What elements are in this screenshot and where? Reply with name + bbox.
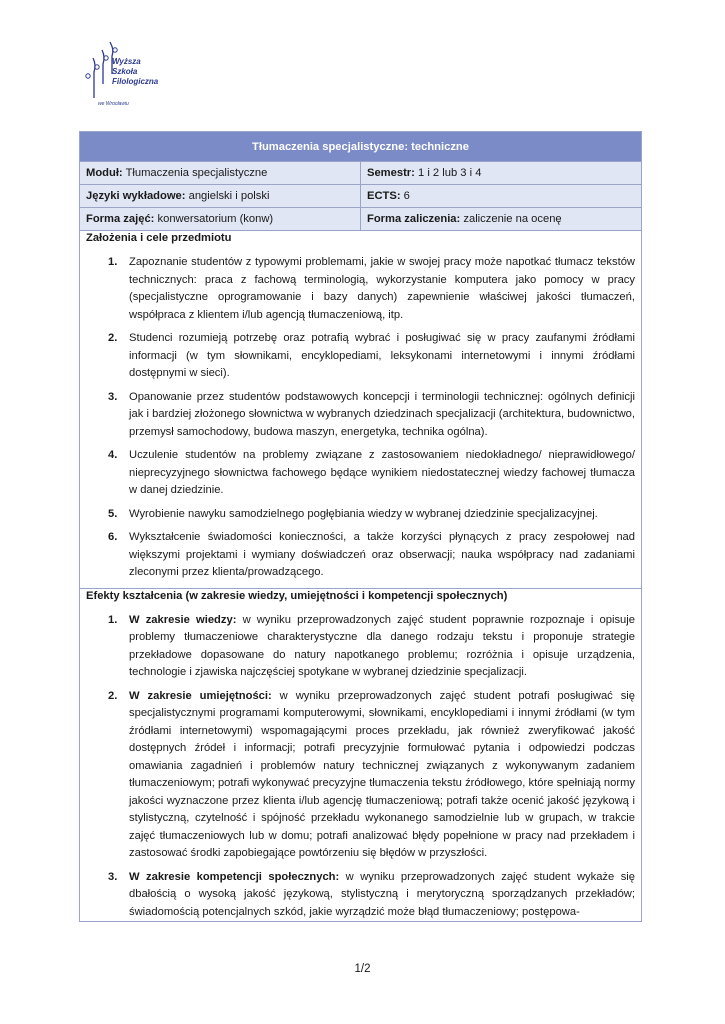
item-text: Zapoznanie studentów z typowymi problemami, jakie w swojej pracy może napotkać tłumacz tekstów technicznych: praca z fachową terminologią, wykorzystanie komputera jako pomocy w pracy (specjalistyczne oprogramowanie i bazy danych) zapewnienie właściwej jakości tłumaczeń, współpraca z klientem i/lub agencją tłumaczeniową, itp. (129, 256, 635, 321)
item-number: 5. (108, 507, 118, 520)
list-item (86, 506, 635, 524)
ects-cell (361, 185, 642, 208)
item-number: 3. (108, 390, 118, 403)
zalozenia-heading: Założenia i cele przedmiotu (86, 232, 232, 244)
logo-line-3: Filologiczna (112, 77, 159, 86)
item-lead: W zakresie umiejętności: (129, 689, 272, 702)
item-number: 1. (108, 613, 118, 626)
item-lead: W zakresie wiedzy: (129, 613, 237, 626)
list-item (86, 254, 635, 324)
university-logo (82, 40, 162, 110)
forma-cell (80, 208, 361, 231)
zaliczenie-label: Forma zaliczenia: (367, 213, 461, 225)
item-number: 6. (108, 531, 118, 543)
logo-line-2: Szkoła (112, 67, 138, 76)
list-item (86, 389, 635, 442)
logo-text (112, 57, 158, 87)
forma-label: Forma zajęć: (86, 213, 155, 225)
efekty-list (86, 612, 635, 922)
item-number: 2. (108, 689, 118, 702)
list-item (86, 529, 635, 582)
syllabus-table (79, 131, 642, 922)
jezyki-cell (80, 185, 361, 208)
zaliczenie-cell (361, 208, 642, 231)
item-number: 1. (108, 256, 118, 268)
modul-cell (80, 162, 361, 185)
page-number: 1/2 (354, 963, 371, 975)
item-number: 4. (108, 449, 118, 461)
list-item (86, 869, 635, 922)
modul-value: Tłumaczenia specjalistyczne (125, 167, 268, 179)
item-number: 3. (108, 870, 118, 883)
item-text: Studenci rozumieją potrzebę oraz potrafią wybrać i posługiwać się w pracy zaufanymi źródłami informacji (w tym słownikami, encyklopediami, leksykonami internetowymi i innymi źródłami dostępnymi w sieci). (129, 332, 635, 379)
zaliczenie-value: zaliczenie na ocenę (463, 213, 562, 225)
logo-subtitle: we Wrocławiu (98, 101, 129, 107)
list-item (86, 447, 635, 500)
course-title: Tłumaczenia specjalistyczne: techniczne (80, 132, 642, 162)
item-text: Opanowanie przez studentów podstawowych koncepcji i terminologii technicznej: ogólnych definicji jak i bardziej złożonego słownictwa w wybranych dziedzinach specjalizacji (architektura, budownictwo, przemysł samochodowy, budowa maszyn, energetyka, technika ogólna). (129, 390, 635, 438)
forma-value: konwersatorium (konw) (157, 213, 274, 225)
list-item (86, 330, 635, 383)
jezyki-value: angielski i polski (188, 190, 270, 202)
ects-label: ECTS: (367, 190, 401, 202)
item-text: Wyrobienie nawyku samodzielnego pogłębiania wiedzy w wybranej dziedzinie specjalizacyjnej. (129, 507, 598, 520)
list-item (86, 688, 635, 863)
zalozenia-list (86, 254, 635, 582)
item-text: w wyniku przeprowadzonych zajęć student poprawnie rozpoznaje i opisuje problemy tłumaczeniowe charakterystyczne dla danego rodzaju tekstu i proponuje strategie przekładowe dopasowane do natury napotkanego problemu; rozróżnia i opisuje urządzenia, technologie i zjawiska najczęściej spotykane w wybranej dziedzinie specjalizacji. (129, 613, 635, 678)
efekty-section (80, 588, 642, 922)
modul-label: Moduł: (86, 167, 123, 179)
item-text: Wykształcenie świadomości konieczności, a także korzyści płynących z pracy zespołowej nad większymi projektami i wymiany doświadczeń oraz obserwacji; nauka współpracy nad zadaniami zleconymi przez klienta/prowadzącego. (129, 531, 635, 578)
item-number: 2. (108, 332, 118, 344)
item-text: Uczulenie studentów na problemy związane z zastosowaniem niedokładnego/ nieprawidłowego/ nieprecyzyjnego słownictwa fachowego będące wynikiem niedostatecznej wiedzy fachowej tłumacza w danej dziedzinie. (129, 449, 635, 496)
item-lead: W zakresie kompetencji społecznych: (129, 870, 340, 883)
ects-value: 6 (403, 190, 410, 202)
logo-line-1: Wyższa (112, 57, 141, 66)
zalozenia-section (80, 231, 642, 589)
item-text: w wyniku przeprowadzonych zajęć student potrafi posługiwać się specjalistycznymi programami komputerowymi, słownikami, encyklopediami i innymi źródłami (w tym źródłami internetowymi) wspomagającymi proces przekładu, jak również zweryfikować jakość dostępnych źródeł i informacji; potrafi precyzyjnie formułować pytania i odpowiedzi podczas omawiania zagadnień i problemów natury technicznej związanych z wykonywanym zadaniem tłumaczeniowym; potrafi wykonywać precyzyjne tłumaczenia tekstu źródłowego, które spełniają normy jakości wyznaczone przez klienta i/lub agencję tłumaczeniową; potrafi także ocenić jakość językową i stylistyczną, czytelność i spójność przekładu wykonanego samodzielnie lub w grupach, w trakcie zajęć tłumaczeniowych lub w domu; potrafi analizować błędy popełnione w pracy nad przekładem i zastosować środki zapobiegające powtórzeniu się błędów w przyszłości. (129, 689, 635, 859)
semestr-value: 1 i 2 lub 3 i 4 (418, 167, 482, 179)
semestr-cell (361, 162, 642, 185)
list-item (86, 612, 635, 682)
jezyki-label: Języki wykładowe: (86, 190, 186, 202)
item-text: w wyniku przeprowadzonych zajęć student wykaże się dbałością o wysoką jakość językową, stylistyczną i merytoryczną sporządzanych przekładów; świadomością potencjalnych szkód, jakie wyrządzić może błąd tłumaczeniowy; postępowa- (129, 870, 635, 918)
efekty-heading: Efekty kształcenia (w zakresie wiedzy, umiejętności i kompetencji społecznych) (86, 589, 508, 602)
semestr-label: Semestr: (367, 167, 415, 179)
